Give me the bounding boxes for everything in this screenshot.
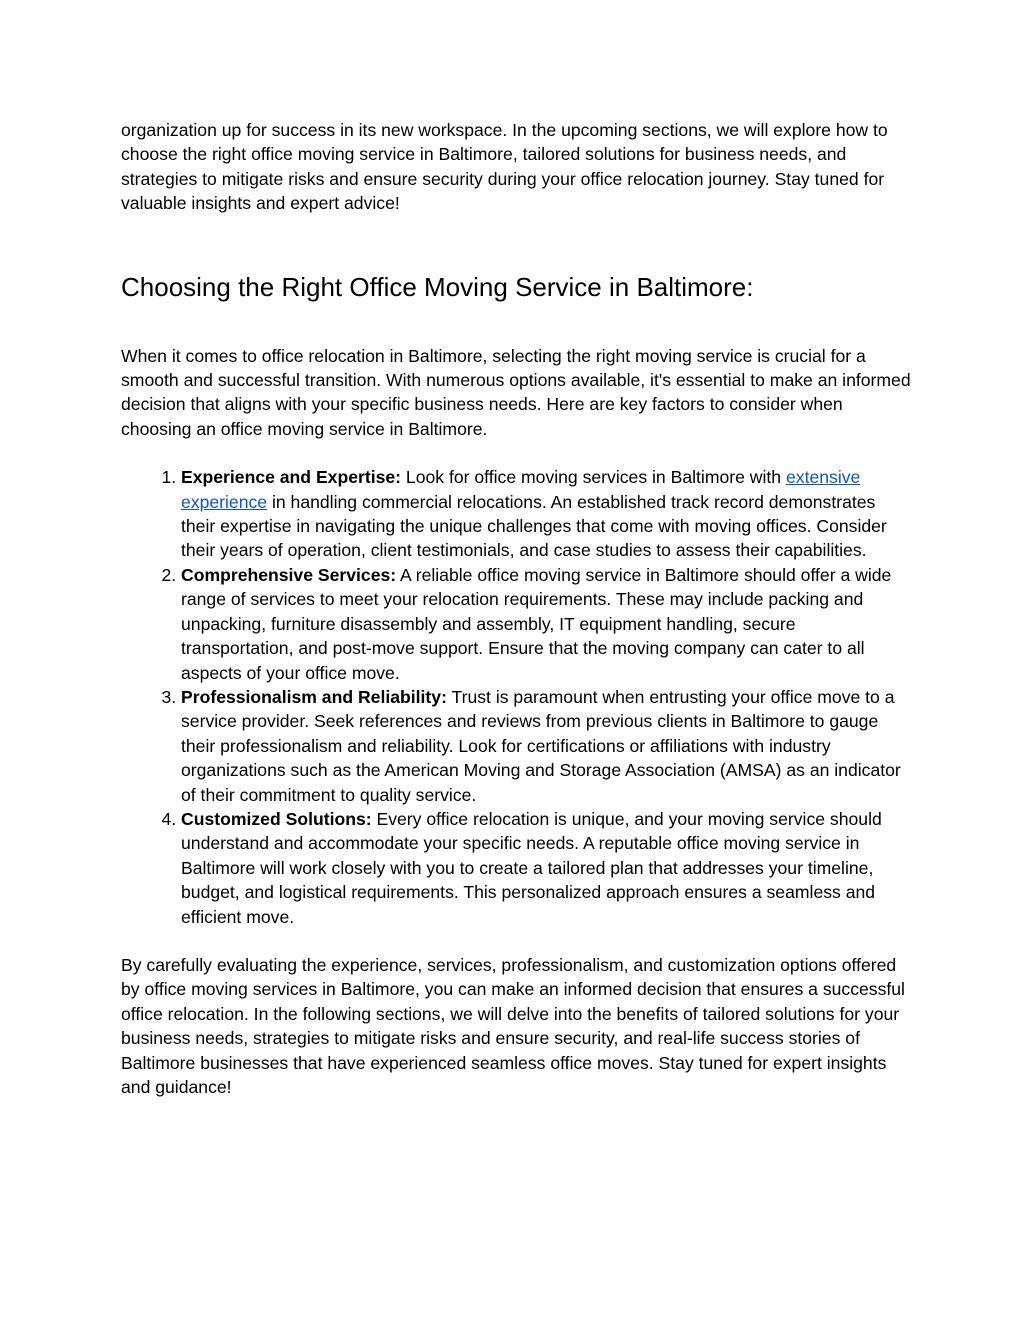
item-term: Professionalism and Reliability: (181, 686, 447, 707)
section-heading: Choosing the Right Office Moving Service in Baltimore: (121, 271, 754, 302)
lead-paragraph: When it comes to office relocation in Baltimore, selecting the right moving service is crucial for a smooth and successful transition. With numerous options available, it's essential to make an informed decision that aligns with your specific business needs. Here are key factors to consider when choosing an office moving service in Baltimore. (121, 345, 911, 439)
factors-list (121, 465, 911, 929)
item-term: Customized Solutions: (181, 808, 372, 829)
document-page (121, 118, 911, 1099)
item-term: Experience and Expertise: (181, 467, 402, 488)
item-term: Comprehensive Services: (181, 564, 397, 585)
list-item-professionalism (181, 685, 911, 807)
list-item-experience (181, 465, 911, 563)
extensive-experience-link[interactable]: extensive experience (181, 467, 861, 512)
closing-paragraph: By carefully evaluating the experience, services, professionalism, and customization options offered by office moving services in Baltimore, you can make an informed decision that ensures a successful office relocation. In the following sections, we will delve into the benefits of tailored solutions for your business needs, strategies to mitigate risks and ensure security, and real-life success stories of Baltimore businesses that have experienced seamless office moves. Stay tuned for expert insights and guidance! (121, 954, 905, 1097)
list-item-services (181, 563, 911, 685)
item-text: in handling commercial relocations. An established track record demonstrates their expertise in navigating the unique challenges that come with moving offices. Consider their years of operation, client testimonials, and case studies to assess their capabilities. (181, 491, 887, 561)
item-text: Look for office moving services in Baltimore with (401, 467, 786, 488)
list-item-customized (181, 807, 911, 929)
item-text: A reliable office moving service in Baltimore should offer a wide range of services to meet your relocation requirements. These may include packing and unpacking, furniture disassembly and assembly, IT equipment handling, secure transportation, and post-move support. Ensure that the moving company can cater to all aspects of your office move. (181, 564, 892, 683)
item-text: Trust is paramount when entrusting your office move to a service provider. Seek references and reviews from previous clients in Baltimore to gauge their professionalism and reliability. Look for certifications or affiliations with industry organizations such as the American Moving and Storage Association (AMSA) as an indicator of their commitment to quality service. (181, 686, 901, 805)
intro-paragraph: organization up for success in its new workspace. In the upcoming sections, we will explore how to choose the right office moving service in Baltimore, tailored solutions for business needs, and strategies to mitigate risks and ensure security during your office relocation journey. Stay tuned for valuable insights and expert advice! (121, 120, 888, 214)
item-text: Every office relocation is unique, and your moving service should understand and accommodate your specific needs. A reputable office moving service in Baltimore will work closely with you to create a tailored plan that addresses your timeline, budget, and logistical requirements. This personalized approach ensures a seamless and efficient move. (181, 808, 882, 927)
